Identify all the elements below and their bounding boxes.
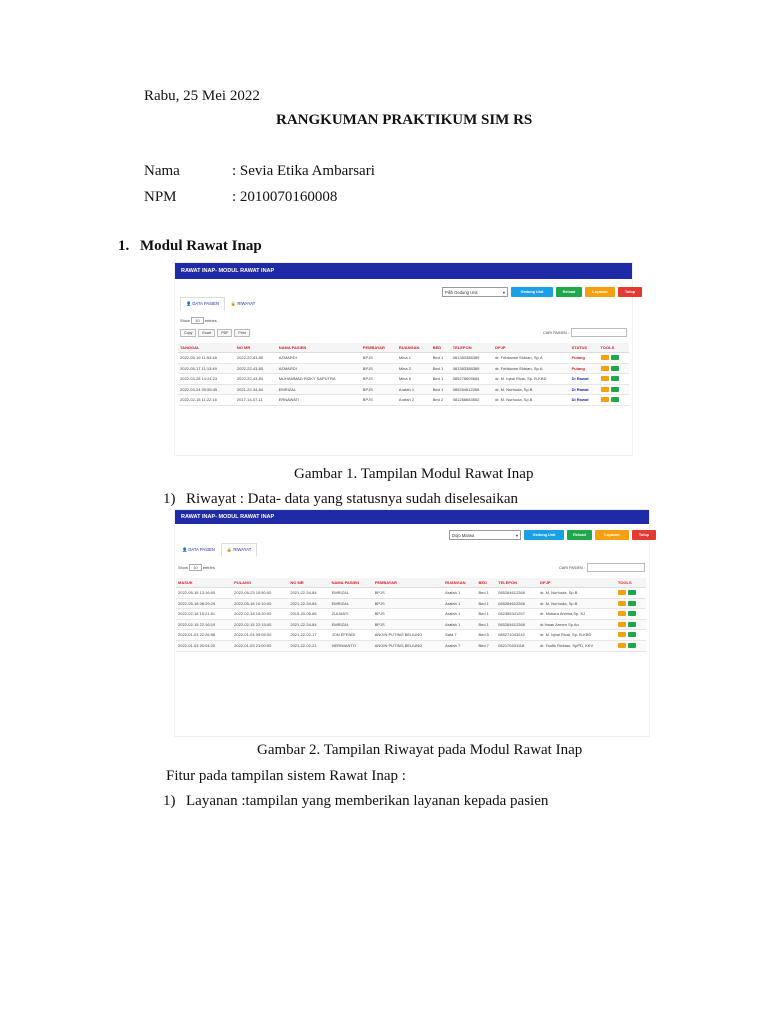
tools-cell	[599, 395, 629, 406]
module-header: RAWAT INAP- MODUL RAWAT INAP	[175, 510, 649, 524]
table-cell: Pulang	[570, 363, 599, 374]
building-select-value: Pilih Gedung Unit	[445, 289, 478, 295]
layanan-button[interactable]: Layanan	[585, 287, 615, 297]
tools-cell	[599, 353, 629, 364]
table-cell: Bed 1	[431, 353, 451, 364]
layanan-icon[interactable]	[618, 632, 626, 637]
table-cell: 2022-05-19 11:53:48	[178, 353, 235, 364]
table-cell: 2022-05-17 11:13:49	[178, 363, 235, 374]
figure-2-caption: Gambar 2. Tampilan Riwayat pada Modul Rawat Inap	[257, 742, 583, 758]
tools-cell	[616, 588, 646, 599]
fitur-text: Fitur pada tampilan sistem Rawat Inap :	[166, 768, 406, 784]
history-table	[176, 578, 646, 652]
table-cell: ANGIN PUTING BELIUNG	[373, 640, 443, 651]
tools-cell	[599, 384, 629, 395]
table-cell: 2022-02-15 11:22:16	[178, 395, 235, 406]
table-row	[178, 353, 629, 364]
table-cell: EMRIZAL	[330, 588, 373, 599]
layanan-icon[interactable]	[601, 397, 609, 402]
col-no-mr[interactable]: NO MR	[235, 343, 277, 353]
tools-cell	[616, 640, 646, 651]
table-cell: Bed 1	[476, 619, 496, 630]
table-cell: 2021-22-34-84	[235, 384, 277, 395]
table-cell: BPJS	[361, 384, 397, 395]
list-item-layanan: Layanan :tampilan yang memberikan layanan kepada pasien	[186, 793, 549, 809]
detail-icon[interactable]	[611, 387, 619, 392]
tab-riwayat[interactable]	[225, 297, 261, 311]
table-cell: Bed 7	[476, 640, 496, 651]
module-header: RAWAT INAP- MODUL RAWAT INAP	[175, 263, 632, 279]
table-header-row	[178, 343, 629, 353]
table-cell: ERNAWATI	[277, 395, 361, 406]
table-cell: BPJS	[361, 363, 397, 374]
table-row	[178, 363, 629, 374]
col-bed[interactable]: BED	[476, 578, 496, 588]
table-cell: dr. M. Iqbal Rivai, Sp. B-KBD	[493, 374, 570, 385]
table-cell: Arafah 7	[443, 640, 476, 651]
table-cell: AZMARDI	[277, 353, 361, 364]
tools-cell	[616, 630, 646, 641]
table-cell: 2022-22-43-85	[235, 363, 277, 374]
table-cell: 2022-22-43-84	[235, 374, 277, 385]
page-size-select[interactable]: 10	[191, 317, 203, 324]
table-cell: BPJS	[373, 598, 443, 609]
detail-icon[interactable]	[628, 601, 636, 606]
table-cell: Pulang	[570, 353, 599, 364]
name-label: Nama	[144, 163, 180, 179]
col-telepon[interactable]: TELEPON	[496, 578, 538, 588]
table-cell: Arafah 1	[443, 619, 476, 630]
print-button[interactable]: Print	[234, 329, 249, 337]
table-cell: BPJS	[361, 374, 397, 385]
table-cell: Mina 6	[397, 374, 431, 385]
table-cell: Bed 1	[431, 374, 451, 385]
user-icon: 👤	[182, 547, 188, 552]
table-cell: Bed 1	[476, 609, 496, 620]
layanan-icon[interactable]	[618, 622, 626, 627]
table-cell: 2021-22-02-17	[288, 630, 329, 641]
table-row	[176, 588, 646, 599]
table-cell: Di Rawat	[570, 395, 599, 406]
table-cell: 085278609684	[451, 374, 493, 385]
table-cell: BPJS	[361, 353, 397, 364]
tutup-button[interactable]: Tutup	[618, 287, 642, 297]
table-cell: 2022-01-03 22:26:56	[176, 630, 232, 641]
table-cell: Bed 1	[476, 588, 496, 599]
detail-icon[interactable]	[611, 366, 619, 371]
tab-label: DATA PASIEN	[188, 547, 215, 552]
tab-label: RIWAYAT	[233, 547, 252, 552]
table-cell: Mina 1	[397, 353, 431, 364]
table-cell: 2022-01-03 21:00:00	[232, 640, 288, 651]
tools-cell	[599, 374, 629, 385]
user-icon: 👤	[186, 301, 192, 306]
table-cell: 2022-03-24 09:55:45	[178, 384, 235, 395]
table-row	[176, 640, 646, 651]
table-cell: dr. M. Nurhuda, Sp.B	[538, 598, 616, 609]
table-cell: Di Rawat	[570, 384, 599, 395]
detail-icon[interactable]	[611, 376, 619, 381]
detail-icon[interactable]	[628, 632, 636, 637]
layanan-icon[interactable]	[601, 376, 609, 381]
table-cell: 085264612268	[451, 384, 493, 395]
tab-data-pasien[interactable]	[180, 297, 225, 311]
building-select-value: Dojo Marwa	[452, 532, 475, 538]
entries-label: entries	[202, 565, 215, 570]
layanan-icon[interactable]	[618, 643, 626, 648]
col-masuk[interactable]: MASUK	[176, 578, 232, 588]
table-cell: 085271043242	[496, 630, 538, 641]
table-cell: Bed 1	[431, 384, 451, 395]
table-cell: dr. M. Nurhuda, Sp.B	[493, 384, 570, 395]
layanan-button[interactable]: Layanan	[595, 530, 629, 540]
table-cell: dr. Febiianne Ekbian, Sp.A	[493, 353, 570, 364]
col-ruangan[interactable]: RUANGAN	[443, 578, 476, 588]
table-cell: MUHAMMAD RIZKY SAPUTRA	[277, 374, 361, 385]
patient-table	[178, 343, 629, 406]
table-row	[178, 395, 629, 406]
section-number: 1.	[118, 238, 130, 254]
table-cell: 2022-05-18 10:10:00	[232, 598, 288, 609]
detail-icon[interactable]	[611, 397, 619, 402]
table-cell: 2021-22-34-84	[288, 598, 329, 609]
layanan-icon[interactable]	[601, 355, 609, 360]
table-cell: dr. Febiianne Ekbian, Sp.A	[493, 363, 570, 374]
tab-label: DATA PASIEN	[192, 301, 219, 306]
table-cell: 2021-22-34-84	[288, 588, 329, 599]
search-input[interactable]	[571, 328, 627, 337]
col-tools: TOOLS	[616, 578, 646, 588]
table-cell: EMRIZAL	[330, 619, 373, 630]
name-value: : Sevia Etika Ambarsari	[232, 163, 375, 179]
reload-button[interactable]: Reload	[567, 530, 592, 540]
layanan-icon[interactable]	[618, 590, 626, 595]
table-cell: Arafah 1	[443, 609, 476, 620]
show-label: Show	[180, 318, 191, 323]
table-cell: 2022-02-18 15:21:51	[176, 609, 232, 620]
table-cell: dr. Taufik Rizkian, SpPD, KKV	[538, 640, 616, 651]
table-cell: BPJS	[373, 588, 443, 599]
layanan-icon[interactable]	[601, 366, 609, 371]
col-tools: TOOLS	[599, 343, 629, 353]
table-cell: 085264612268	[496, 598, 538, 609]
table-cell: dr. Mutiara Amrisa,Sp. KJ	[538, 609, 616, 620]
tab-riwayat[interactable]	[221, 543, 257, 557]
table-cell: dr. M. Nurhuda, Sp.B	[493, 395, 570, 406]
col-nama-pasien[interactable]: NAMA PASIEN	[277, 343, 361, 353]
table-cell: Arafah 1	[443, 588, 476, 599]
tools-cell	[599, 363, 629, 374]
table-cell: Mina 2	[397, 363, 431, 374]
table-cell: Arafah 2	[397, 395, 431, 406]
entries-label: entries	[204, 318, 217, 323]
table-cell: 2022-03-28 14:24:23	[178, 374, 235, 385]
col-pembayar[interactable]: PEMBAYAR	[373, 578, 443, 588]
table-cell: 2022-02-15 22:15:00	[232, 619, 288, 630]
table-cell: 2021-22-34-84	[288, 619, 329, 630]
col-ruangan[interactable]: RUANGAN	[397, 343, 431, 353]
show-label: Show	[178, 565, 189, 570]
table-cell: JON EFENDI	[330, 630, 373, 641]
detail-icon[interactable]	[611, 355, 619, 360]
list-item-riwayat: Riwayat : Data- data yang statusnya sudah diselesaikan	[186, 491, 518, 507]
lock-icon: 🔒	[230, 301, 237, 306]
figure-2-screenshot	[175, 510, 649, 736]
gedung-unit-button[interactable]: Gedung Unit	[511, 287, 553, 297]
table-cell: BPJS	[373, 619, 443, 630]
gedung-unit-button[interactable]: Gedung Unit	[524, 530, 564, 540]
tools-cell	[616, 609, 646, 620]
page-size-select[interactable]: 10	[189, 564, 201, 571]
table-cell: Arafah 1	[397, 384, 431, 395]
table-cell: 2022-02-18 15:20:00	[232, 609, 288, 620]
table-cell: 2022-22-43-85	[235, 353, 277, 364]
detail-icon[interactable]	[628, 622, 636, 627]
building-select[interactable]	[442, 287, 508, 297]
table-cell: Bed 1	[476, 598, 496, 609]
tab-data-pasien[interactable]	[176, 543, 221, 557]
col-nama-pasien[interactable]: NAMA PASIEN	[330, 578, 373, 588]
table-cell: HERIWANTO	[330, 640, 373, 651]
copy-button[interactable]: Copy	[180, 329, 196, 337]
tools-cell	[616, 598, 646, 609]
layanan-icon[interactable]	[618, 601, 626, 606]
table-cell: Safa 7	[443, 630, 476, 641]
detail-icon[interactable]	[628, 643, 636, 648]
table-cell: 081268683552	[451, 395, 493, 406]
table-cell: ANGIN PUTING BELIUNG	[373, 630, 443, 641]
search-label: CARI PASIEN :	[543, 330, 569, 335]
table-cell: dr. M. Iqbal Rivai, Sp. B-KBD	[538, 630, 616, 641]
table-cell: 2022-01-03 20:04:20	[176, 640, 232, 651]
lock-icon: 🔒	[226, 547, 233, 552]
col-no-mr[interactable]: NO MR	[288, 578, 329, 588]
table-cell: 2022-05-23 10:50:00	[232, 588, 288, 599]
table-cell: 2015-20-05-86	[288, 609, 329, 620]
detail-icon[interactable]	[628, 611, 636, 616]
table-cell: dr.Ihsan Armen Sp An	[538, 619, 616, 630]
table-cell: 081383388389	[451, 353, 493, 364]
table-cell: Bed 5	[476, 630, 496, 641]
table-cell: BPJS	[361, 395, 397, 406]
chevron-down-icon: ▾	[515, 532, 518, 538]
table-row	[178, 374, 629, 385]
table-row	[176, 619, 646, 630]
col-pembayar[interactable]: PEMBAYAR	[361, 343, 397, 353]
search-label: CARI PASIEN :	[559, 565, 585, 570]
table-cell: BPJS	[373, 609, 443, 620]
tools-cell	[616, 619, 646, 630]
table-cell: 2022-01-04 09:05:00	[232, 630, 288, 641]
tutup-button[interactable]: Tutup	[632, 530, 656, 540]
section-title: Modul Rawat Inap	[140, 238, 262, 254]
table-row	[176, 609, 646, 620]
date: Rabu, 25 Mei 2022	[144, 88, 260, 104]
figure-1-screenshot	[175, 263, 636, 455]
table-cell: 082365341257	[496, 609, 538, 620]
layanan-icon[interactable]	[618, 611, 626, 616]
search-input[interactable]	[587, 563, 645, 572]
npm-label: NPM	[144, 189, 177, 205]
table-row	[176, 598, 646, 609]
table-cell: Bed 2	[431, 395, 451, 406]
detail-icon[interactable]	[628, 590, 636, 595]
table-cell: 2022-02-15 22:16:19	[176, 619, 232, 630]
table-row	[178, 384, 629, 395]
figure-1-caption: Gambar 1. Tampilan Modul Rawat Inap	[294, 466, 534, 482]
table-cell: 2022-05-18 13:16:00	[176, 588, 232, 599]
col-bed[interactable]: BED	[431, 343, 451, 353]
col-telepon[interactable]: TELEPON	[451, 343, 493, 353]
table-row	[176, 630, 646, 641]
table-cell: EMRIZAL	[330, 598, 373, 609]
table-cell: EMRIZAL	[277, 384, 361, 395]
table-cell: 2022-05-18 08:29:29	[176, 598, 232, 609]
table-cell: 085264612268	[496, 619, 538, 630]
col-status[interactable]: STATUS	[570, 343, 599, 353]
table-cell: 2021-22-02-21	[288, 640, 329, 651]
table-cell: ZULMATI	[330, 609, 373, 620]
building-select[interactable]	[449, 530, 521, 540]
npm-value: : 2010070160008	[232, 189, 338, 205]
list-number: 1)	[163, 793, 176, 809]
table-header-row	[176, 578, 646, 588]
col-dpjp[interactable]: DPJP	[493, 343, 570, 353]
table-cell: 2017-14-07-11	[235, 395, 277, 406]
tab-label: RIWAYAT	[237, 301, 256, 306]
col-dpjp[interactable]: DPJP	[538, 578, 616, 588]
col-tanggal[interactable]: TANGGAL	[178, 343, 235, 353]
table-cell: 085264612268	[496, 588, 538, 599]
chevron-down-icon: ▾	[502, 289, 505, 295]
table-cell: Bed 1	[431, 363, 451, 374]
table-cell: Arafah 1	[443, 598, 476, 609]
pdf-button[interactable]: PDF	[217, 329, 232, 337]
list-number: 1)	[163, 491, 176, 507]
table-cell: Di Rawat	[570, 374, 599, 385]
layanan-icon[interactable]	[601, 387, 609, 392]
excel-button[interactable]: Excel	[198, 329, 215, 337]
reload-button[interactable]: Reload	[556, 287, 582, 297]
page-title: RANGKUMAN PRAKTIKUM SIM RS	[276, 112, 533, 128]
col-pulang[interactable]: PULANG	[232, 578, 288, 588]
table-cell: 082170431118	[496, 640, 538, 651]
table-cell: dr. M. Nurhuda, Sp.B	[538, 588, 616, 599]
table-cell: 081383388389	[451, 363, 493, 374]
table-cell: AZMARDI	[277, 363, 361, 374]
